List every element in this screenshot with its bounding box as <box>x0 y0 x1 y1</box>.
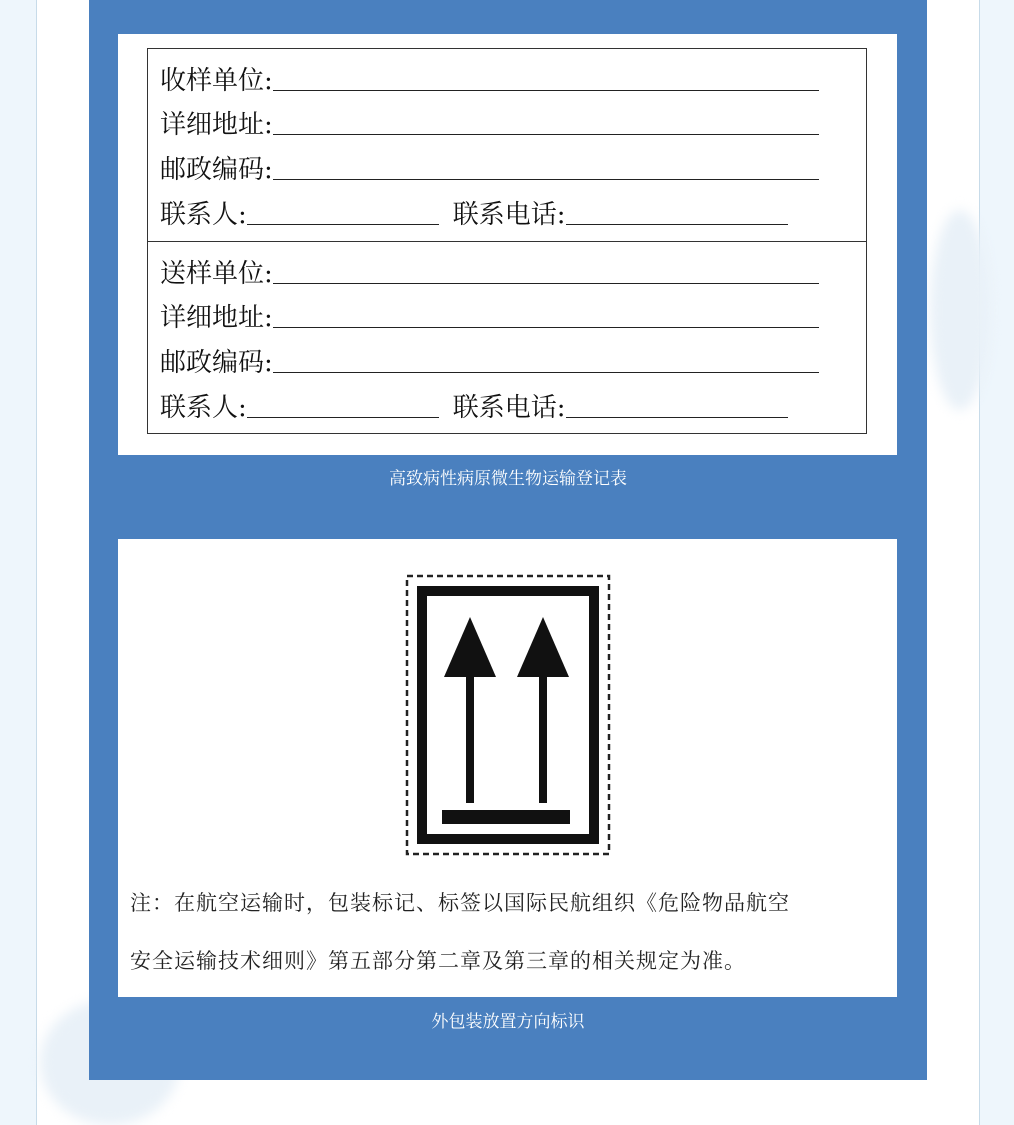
sender-address-label: 详细地址: <box>160 303 273 333</box>
receiver-contact-line <box>247 224 439 225</box>
sender-contact-row <box>160 384 788 424</box>
sender-postcode-row <box>160 339 819 379</box>
receiver-address-label: 详细地址: <box>160 110 273 140</box>
receiver-postcode-row <box>160 146 819 186</box>
sender-address-line <box>273 327 819 328</box>
form-caption: 高致病性病原微生物运输登记表 <box>389 469 627 489</box>
receiver-unit-label: 收样单位: <box>160 66 273 96</box>
form-table <box>147 48 867 434</box>
receiver-postcode-label: 邮政编码: <box>160 155 273 185</box>
receiver-unit-row <box>160 57 819 97</box>
sender-unit-line <box>273 283 819 284</box>
registration-form-image <box>118 34 897 455</box>
background-blob-right <box>930 210 990 410</box>
receiver-address-row <box>160 101 819 141</box>
sender-address-row <box>160 294 819 334</box>
sender-phone-label: 联系电话: <box>452 393 566 423</box>
sender-postcode-line <box>273 372 819 373</box>
sender-section <box>148 242 866 433</box>
sender-postcode-label: 邮政编码: <box>160 348 273 378</box>
orientation-label-image <box>118 539 897 997</box>
sender-unit-label: 送样单位: <box>160 259 273 289</box>
sender-contact-line <box>247 417 439 418</box>
receiver-contact-row <box>160 191 788 231</box>
receiver-contact-label: 联系人: <box>160 200 247 230</box>
receiver-phone-label: 联系电话: <box>452 200 566 230</box>
receiver-address-line <box>273 134 819 135</box>
sender-phone-line <box>566 417 788 418</box>
receiver-phone-line <box>566 224 788 225</box>
note-line-1: 注：在航空运输时，包装标记、标签以国际民航组织《危险物品航空 <box>130 891 790 915</box>
receiver-unit-line <box>273 90 819 91</box>
receiver-section <box>148 49 866 242</box>
note-line-2: 安全运输技术细则》第五部分第二章及第三章的相关规定为准。 <box>130 949 746 973</box>
receiver-postcode-line <box>273 179 819 180</box>
sender-unit-row <box>160 250 819 290</box>
label-caption: 外包装放置方向标识 <box>431 1012 585 1032</box>
this-way-up-arrows-icon <box>404 573 612 857</box>
sender-contact-label: 联系人: <box>160 393 247 423</box>
